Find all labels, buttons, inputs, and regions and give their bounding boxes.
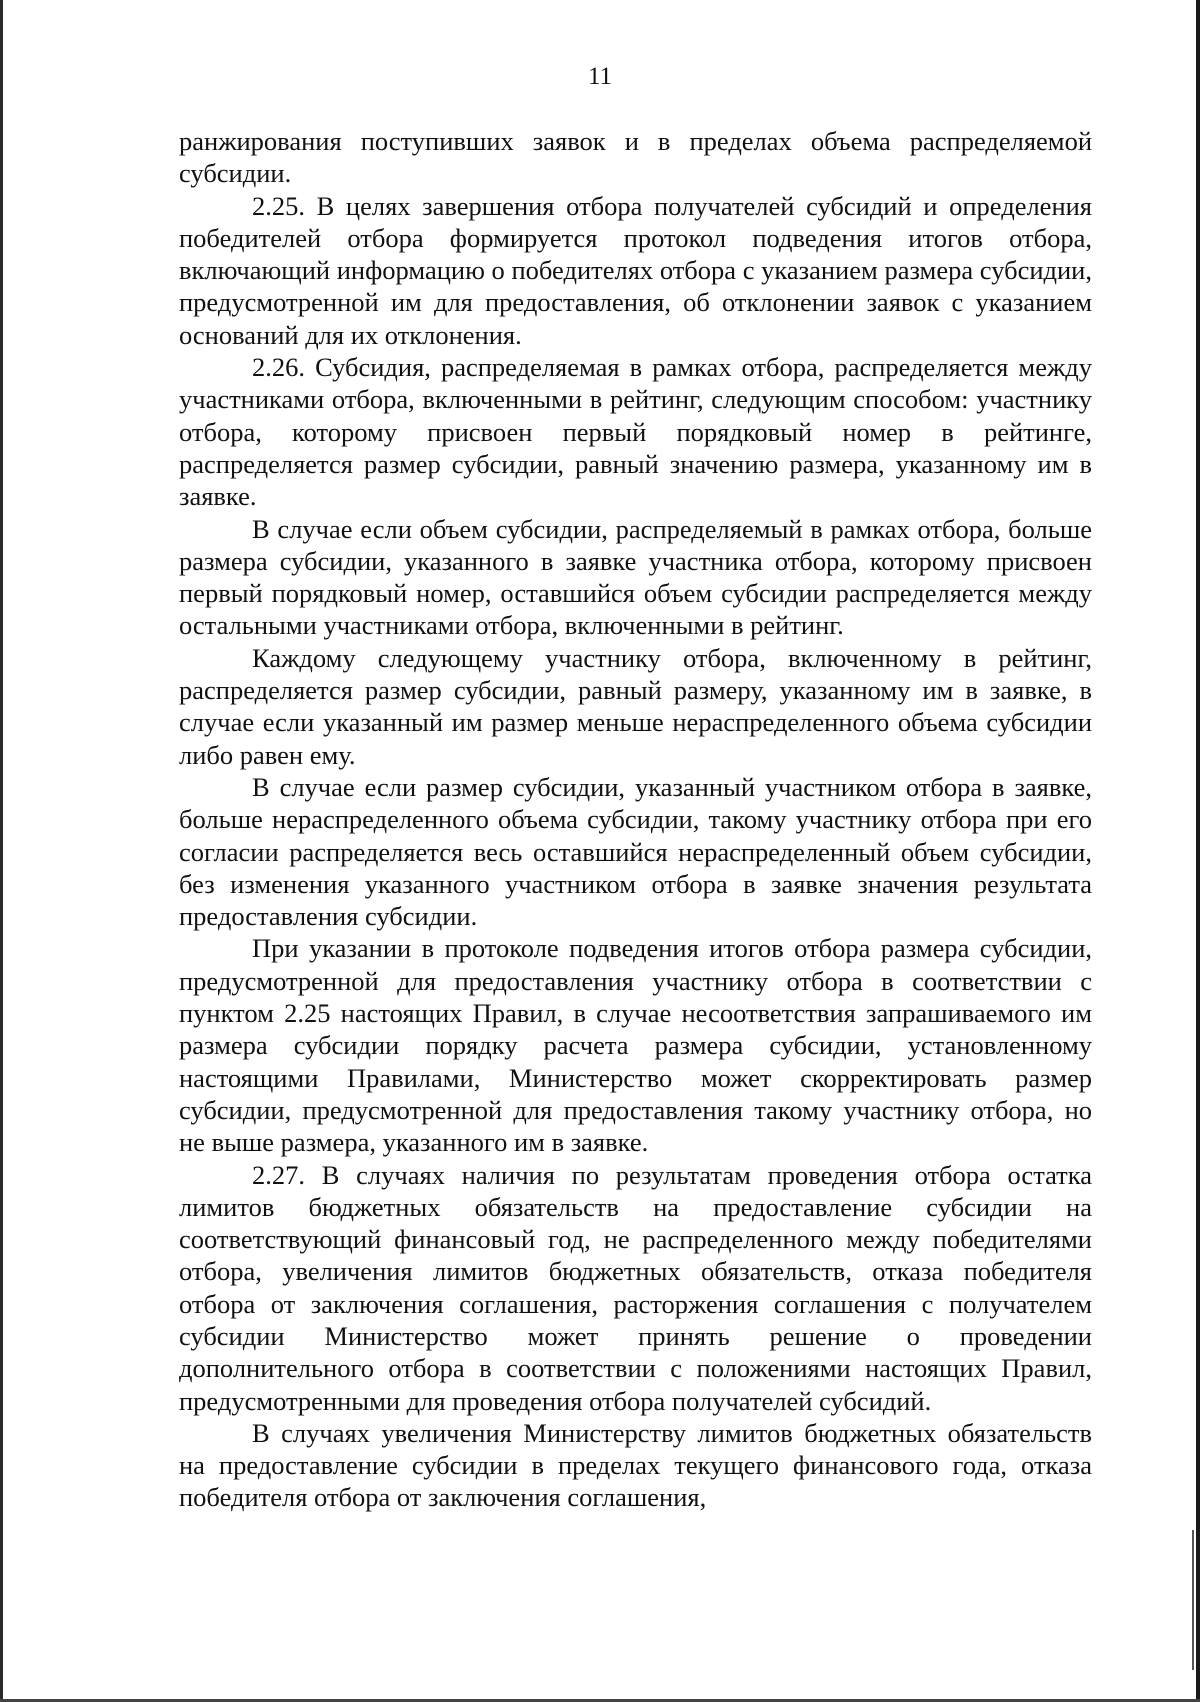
- scan-edge-mark: [1192, 1530, 1194, 1670]
- document-body: [179, 125, 1092, 1514]
- paragraph: В случае если размер субсидии, указанный участником отбора в заявке, больше нераспределенного объема субсидии, такому участнику отбора при его согласии распределяется весь оставшийся нераспределенный объем субсидии, без изменения указанного участником отбора в заявке значения результата предоставления субсидии.: [179, 771, 1092, 932]
- paragraph-2-26: 2.26. Субсидия, распределяемая в рамках отбора, распределяется между участниками отбора, включенными в рейтинг, следующим способом: участнику отбора, которому присвоен первый порядковый номер в рейтинге, распределяется размер субсидии, равный значению размера, указанному им в заявке.: [179, 352, 1092, 512]
- paragraph-2-27: 2.27. В случаях наличия по результатам проведения отбора остатка лимитов бюджетных обязательств на предоставление субсидии на соответствующий финансовый год, не распределенного между победителями отбора, увеличения лимитов бюджетных обязательств, отказа победителя отбора от заключения соглашения, расторжения соглашения с получателем субсидии Министерство может принять решение о проведении дополнительного отбора в соответствии с положениями настоящих Правил, предусмотренными для проведения отбора получателей субсидий.: [179, 1159, 1092, 1416]
- paragraph: В случаях увеличения Министерству лимитов бюджетных обязательств на предоставление субсидии в пределах текущего финансового года, отказа победителя отбора от заключения соглашения,: [179, 1417, 1092, 1513]
- page-number: 11: [587, 63, 613, 90]
- paragraph: При указании в протоколе подведения итогов отбора размера субсидии, предусмотренной для предоставления участнику отбора в соответствии с пунктом 2.25 настоящих Правил, в случае несоответствия запрашиваемого им размера субсидии порядку расчета размера субсидии, установленному настоящими Правилами, Министерство может скорректировать размер субсидии, предусмотренной для предоставления такому участнику отбора, но не выше размера, указанного им в заявке.: [179, 933, 1092, 1158]
- paragraph-2-25: 2.25. В целях завершения отбора получателей субсидий и определения победителей отбора формируется протокол подведения итогов отбора, включающий информацию о победителях отбора с указанием размера субсидии, предусмотренной им для предоставления, об отклонении заявок с указанием оснований для их отклонения.: [179, 190, 1092, 350]
- paragraph-continuation: ранжирования поступивших заявок и в пределах объема распределяемой субсидии.: [179, 126, 1092, 189]
- paragraph: Каждому следующему участнику отбора, включенному в рейтинг, распределяется размер субсидии, равный размеру, указанному им в заявке, в случае если указанный им размер меньше нераспределенного объема субсидии либо равен ему.: [179, 642, 1092, 770]
- scan-edge-left: [0, 0, 3, 1702]
- paragraph: В случае если объем субсидии, распределяемый в рамках отбора, больше размера субсидии, указанного в заявке участника отбора, которому присвоен первый порядковый номер, оставшийся объем субсидии распределяется между остальными участниками отбора, включенными в рейтинг.: [179, 513, 1092, 641]
- scan-edge-right: [1196, 0, 1200, 1702]
